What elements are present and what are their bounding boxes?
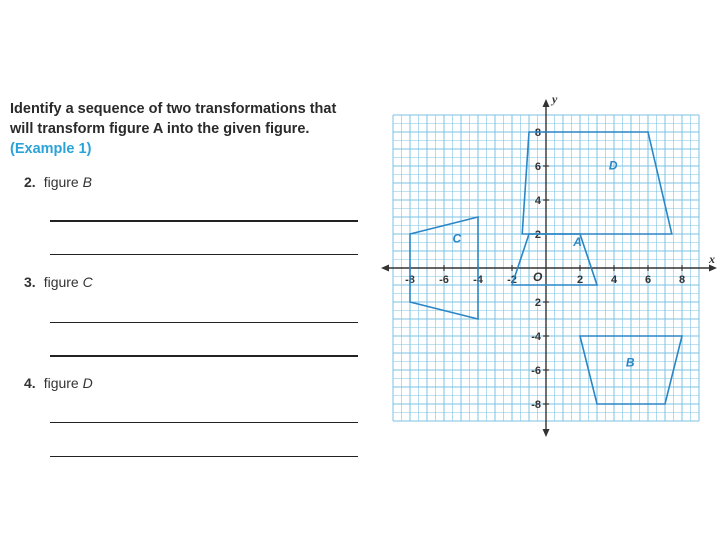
x-tick-label: -6 <box>439 274 449 286</box>
question-figure-letter: C <box>82 274 93 290</box>
origin-label: O <box>533 270 543 284</box>
y-tick-label: 2 <box>534 229 541 241</box>
x-axis-arrow <box>381 265 389 272</box>
x-tick-label: -2 <box>507 274 517 286</box>
y-axis-label: y <box>552 92 558 106</box>
x-tick-label: -4 <box>473 274 483 286</box>
question-figure-letter: B <box>82 174 92 190</box>
example-reference: (Example 1) <box>10 141 92 157</box>
x-tick-label: 8 <box>678 274 686 286</box>
question-text: figure <box>43 274 79 290</box>
figure-c-label: C <box>452 231 462 246</box>
instructions-text: Identify a sequence of two transformations that will transform figure A into the given figure. <box>10 101 337 137</box>
x-tick-label: 2 <box>576 274 584 286</box>
y-tick-label: 4 <box>534 195 541 207</box>
y-axis-arrow <box>543 99 550 107</box>
y-tick-label: 2 <box>534 297 541 309</box>
question-number: 3. <box>24 274 36 290</box>
question-number: 4. <box>24 375 36 391</box>
figure-b-label: B <box>625 355 635 370</box>
y-tick-label: -4 <box>531 331 541 343</box>
y-tick-label: 6 <box>534 161 541 173</box>
x-tick-label: 4 <box>610 274 618 286</box>
y-tick-label: -8 <box>531 399 541 411</box>
question-number: 2. <box>24 174 36 190</box>
x-tick-label: -8 <box>405 274 415 286</box>
y-tick-label: -6 <box>531 365 541 377</box>
figure-a-label: A <box>573 234 582 249</box>
question-figure-letter: D <box>82 375 93 391</box>
x-tick-label: 6 <box>644 274 652 286</box>
x-axis-label: x <box>709 252 715 266</box>
y-tick-label: 8 <box>534 127 541 139</box>
question-text: figure <box>43 375 79 391</box>
figure-d-label: D <box>608 158 618 173</box>
y-axis-arrow <box>543 429 550 437</box>
question-text: figure <box>43 174 79 190</box>
